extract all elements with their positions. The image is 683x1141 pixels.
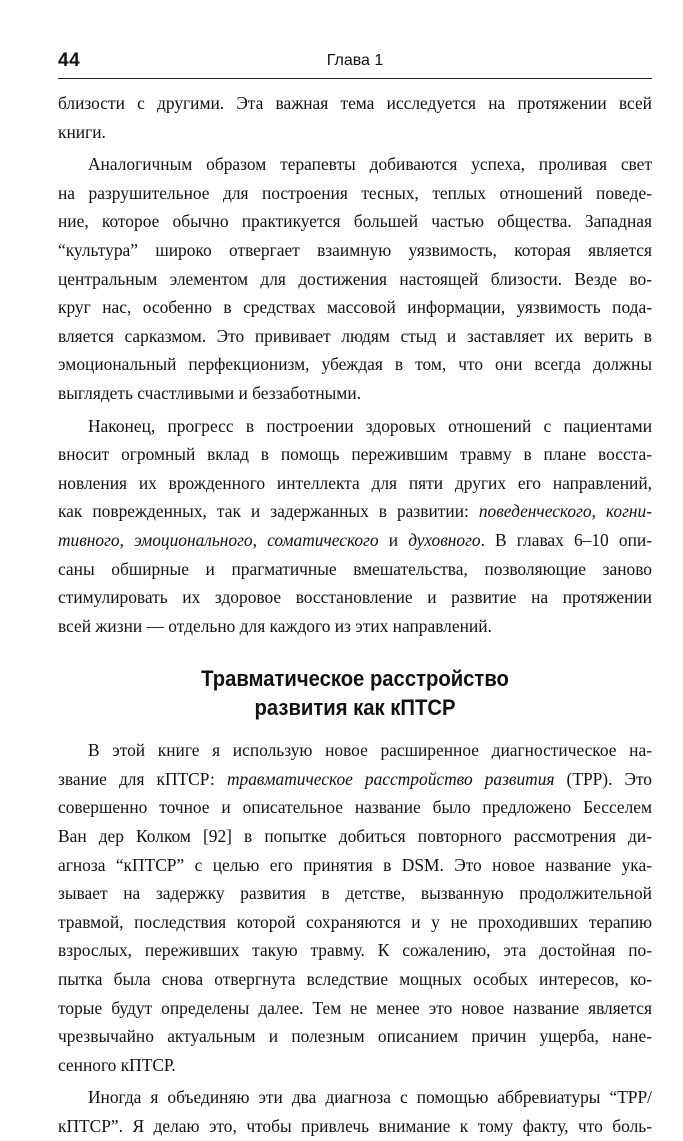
text-line: Иногда я объединяю эти два диагноза с помощью аббревиатуры “ТРР/ <box>88 1087 652 1108</box>
text-line: выглядеть счастливыми и беззаботными. <box>58 382 361 403</box>
text-line: близости с другими. Эта важная тема исследуется на протяжении всей <box>58 93 652 113</box>
text-line: В этой книге я использую новое расширенное диагностическое на- <box>88 740 652 761</box>
section-heading-line-1: Травматическое расстройство <box>201 666 509 692</box>
text-line: совершенно точное и описательное название было предложено Бесселем <box>58 797 652 818</box>
text-line: круг нас, особенно в средствах массовой информации, уязвимость пода- <box>58 297 652 318</box>
text-line: эмоциональный перфекционизм, убеждая в том, что они всегда должны <box>58 354 652 375</box>
text-line: зывает на задержку развития в детстве, вызванную продолжительной <box>58 883 652 904</box>
text-line: новления их врожденного интеллекта для пяти других его направлений, <box>58 472 652 493</box>
text-line: стимулировать их здоровое восстановление и развитие на протяжении <box>58 587 652 608</box>
text-line: травмой, последствия которой сохраняются и у не проходивших терапию <box>58 911 652 932</box>
text-line: вносит огромный вклад в помощь пережившим травму в плане восста- <box>58 444 652 465</box>
text-line: всей жизни — отдельно для каждого из этих направлений. <box>58 615 492 636</box>
main-text <box>58 89 652 1141</box>
text-run: (ТРР). Это <box>554 768 653 789</box>
italic-run: духовного <box>408 529 481 550</box>
italic-run: тивного, эмоционального, соматического <box>58 529 379 550</box>
italic-run: травматическое расстройство развития <box>226 768 555 789</box>
text-line: Наконец, прогресс в построении здоровых отношений с пациентами <box>88 415 652 436</box>
text-run: звание для кПТСР: <box>58 768 227 789</box>
paragraph-3 <box>58 412 652 641</box>
text-line: Аналогичным образом терапевты добиваются успеха, проливая свет <box>88 154 652 175</box>
text-line: агноза “кПТСР” с целью его принятия в DSM. Это новое название ука- <box>58 854 652 875</box>
text-line: чрезвычайно актуальным и полезным описанием причин ущерба, нане- <box>58 1026 652 1047</box>
text-line-mixed <box>58 526 652 555</box>
text-line: Ван дер Колком [92] в попытке добиться повторного рассмотрения ди- <box>58 826 652 847</box>
section-heading <box>82 664 628 722</box>
paragraph-5 <box>58 1083 652 1140</box>
section-heading-line-2: развития как кПТСР <box>254 695 456 721</box>
italic-run: поведенческого, когни- <box>478 501 652 522</box>
text-line: на разрушительное для построения тесных, теплых отношений поведе- <box>58 182 652 203</box>
text-line: книги. <box>58 121 106 142</box>
text-line: взрослых, переживших такую травму. К сожалению, эта достойная по- <box>58 940 652 961</box>
paragraph-1 <box>58 89 652 146</box>
chapter-title: Глава 1 <box>326 52 384 69</box>
text-line: ние, которое обычно практикуется большей частью общества. Западная <box>58 211 652 232</box>
text-line: саны обширные и прагматичные вмешательства, позволяющие заново <box>58 558 652 579</box>
text-line: кПТСР”. Я делаю это, чтобы привлечь внимание к тому факту, что боль- <box>58 1116 652 1136</box>
paragraph-2 <box>58 150 652 407</box>
text-line: “культура” широко отвергает взаимную уязвимость, которая является <box>58 239 652 260</box>
text-line: вляется сарказмом. Это прививает людям стыд и заставляет их верить в <box>58 325 652 346</box>
text-line: сенного кПТСР. <box>58 1054 176 1075</box>
book-page <box>58 0 652 1141</box>
text-run: как поврежденных, так и задержанных в развитии: <box>58 501 479 522</box>
page-number: 44 <box>58 50 81 71</box>
text-run: и <box>378 529 409 550</box>
text-line: торые будут определены далее. Тем не менее это новое название является <box>58 997 652 1018</box>
text-line: пытка была снова отвергнута вследствие мощных особых интересов, ко- <box>58 969 652 990</box>
running-header <box>58 0 652 79</box>
paragraph-4 <box>58 736 652 1079</box>
text-run: . В главах 6–10 опи- <box>480 529 652 550</box>
text-line: центральным элементом для достижения настоящей близости. Везде во- <box>58 268 652 289</box>
text-line-mixed <box>58 497 652 526</box>
text-line-mixed <box>58 765 652 794</box>
